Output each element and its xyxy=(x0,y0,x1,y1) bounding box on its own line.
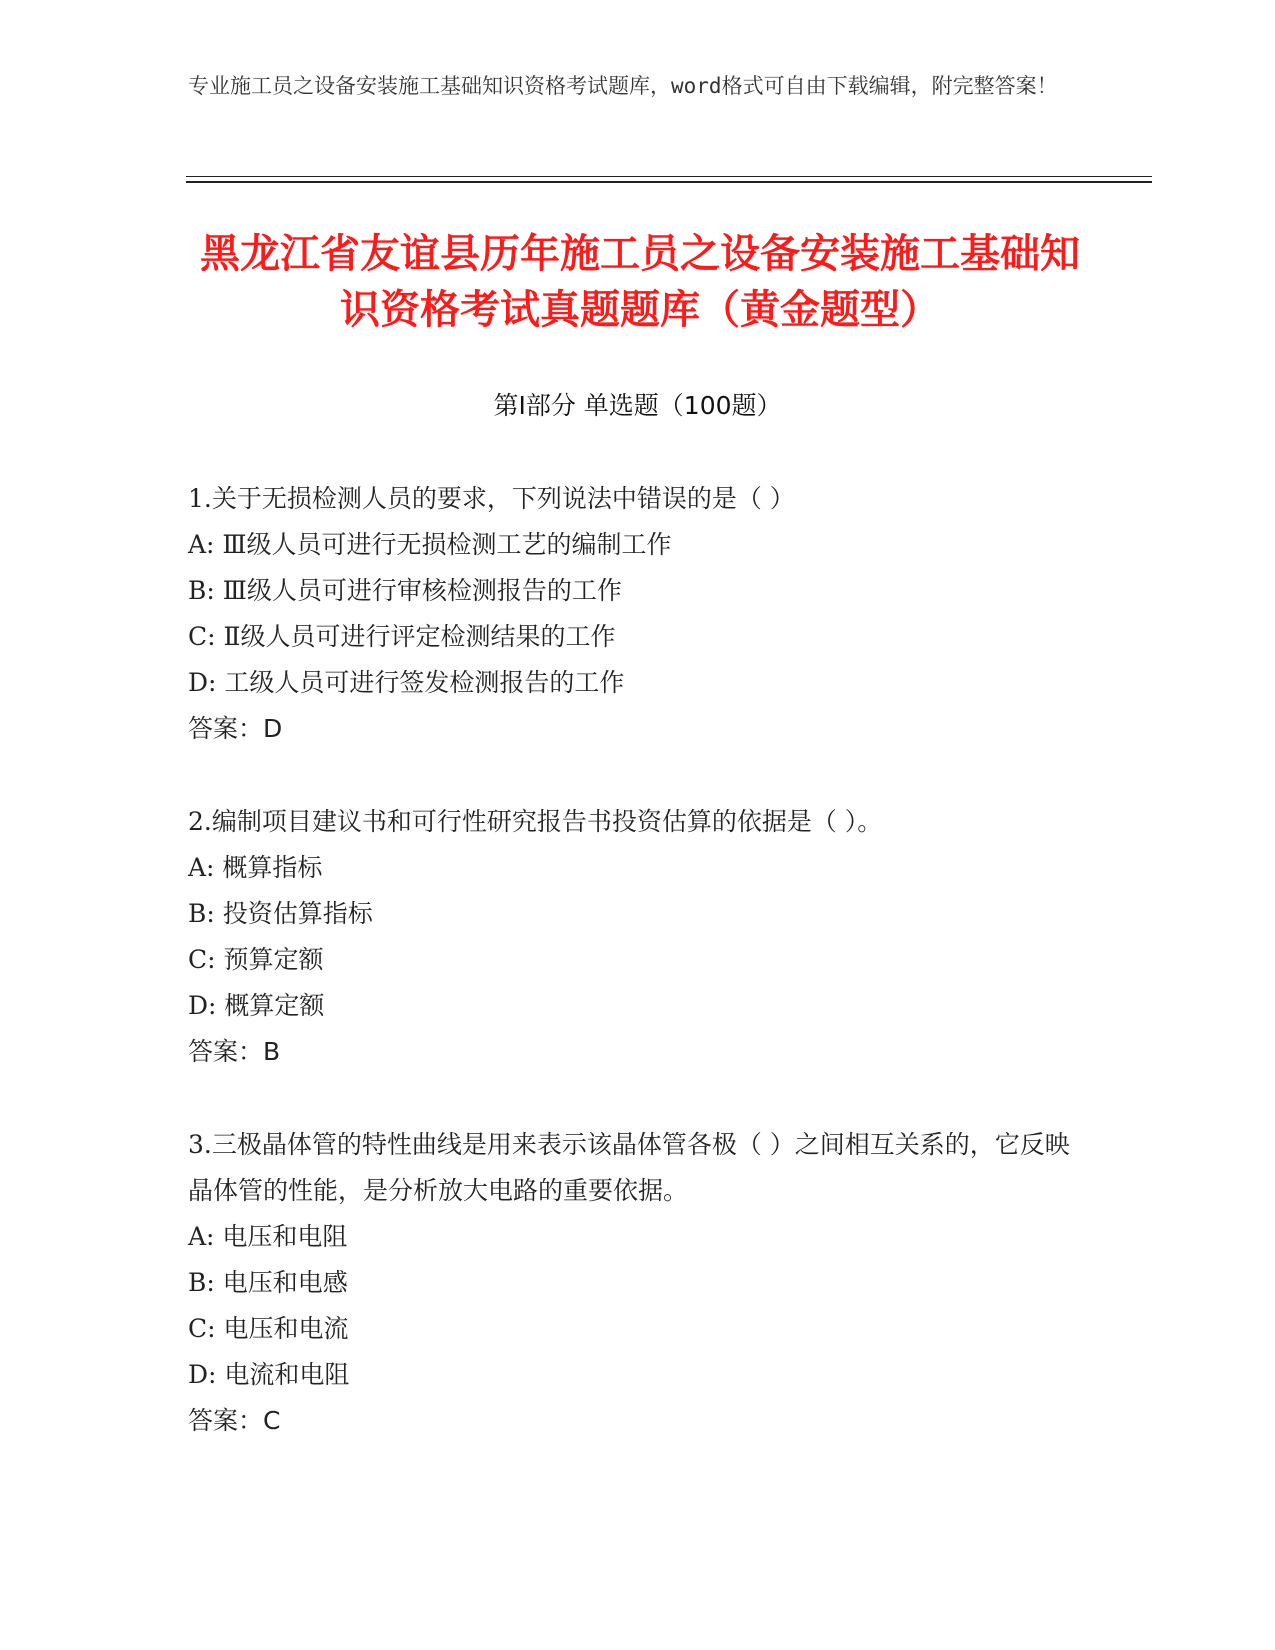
question-stem: 2.编制项目建议书和可行性研究报告书投资估算的依据是（ ）。 xyxy=(188,807,883,836)
document-title: 黑龙江省友谊县历年施工员之设备安装施工基础知识资格考试真题题库（黄金题型） xyxy=(200,231,1080,333)
option-a: A: 电压和电阻 xyxy=(188,1222,348,1251)
option-a: A: 概算指标 xyxy=(188,853,323,882)
option-b: B: Ⅲ级人员可进行审核检测报告的工作 xyxy=(188,576,622,605)
answer: 答案：D xyxy=(188,714,283,743)
option-b: B: 投资估算指标 xyxy=(188,899,373,928)
option-d: D: 工级人员可进行签发检测报告的工作 xyxy=(188,668,625,697)
answer: 答案：B xyxy=(188,1037,281,1066)
question-1 xyxy=(188,476,1088,752)
option-b: B: 电压和电感 xyxy=(188,1268,348,1297)
header-note: 专业施工员之设备安装施工基础知识资格考试题库，word格式可自由下载编辑，附完整答案！ xyxy=(188,74,1058,98)
option-d: D: 电流和电阻 xyxy=(188,1360,350,1389)
option-c: C: Ⅱ级人员可进行评定检测结果的工作 xyxy=(188,622,616,651)
option-c: C: 预算定额 xyxy=(188,945,324,974)
question-list xyxy=(188,476,1088,1491)
question-3 xyxy=(188,1122,1088,1444)
question-2 xyxy=(188,799,1088,1075)
question-stem: 1.关于无损检测人员的要求，下列说法中错误的是（ ） xyxy=(188,484,795,513)
option-c: C: 电压和电流 xyxy=(188,1314,349,1343)
header-divider-thick xyxy=(186,181,1152,183)
option-a: A: Ⅲ级人员可进行无损检测工艺的编制工作 xyxy=(188,530,672,559)
option-d: D: 概算定额 xyxy=(188,991,325,1020)
answer: 答案：C xyxy=(188,1406,281,1435)
section-heading: 第Ⅰ部分 单选题（100题） xyxy=(493,391,782,420)
question-stem: 3.三极晶体管的特性曲线是用来表示该晶体管各极（ ）之间相互关系的，它反映晶体管的性能，是分析放大电路的重要依据。 xyxy=(188,1130,1070,1205)
header-divider-thin xyxy=(186,176,1152,177)
